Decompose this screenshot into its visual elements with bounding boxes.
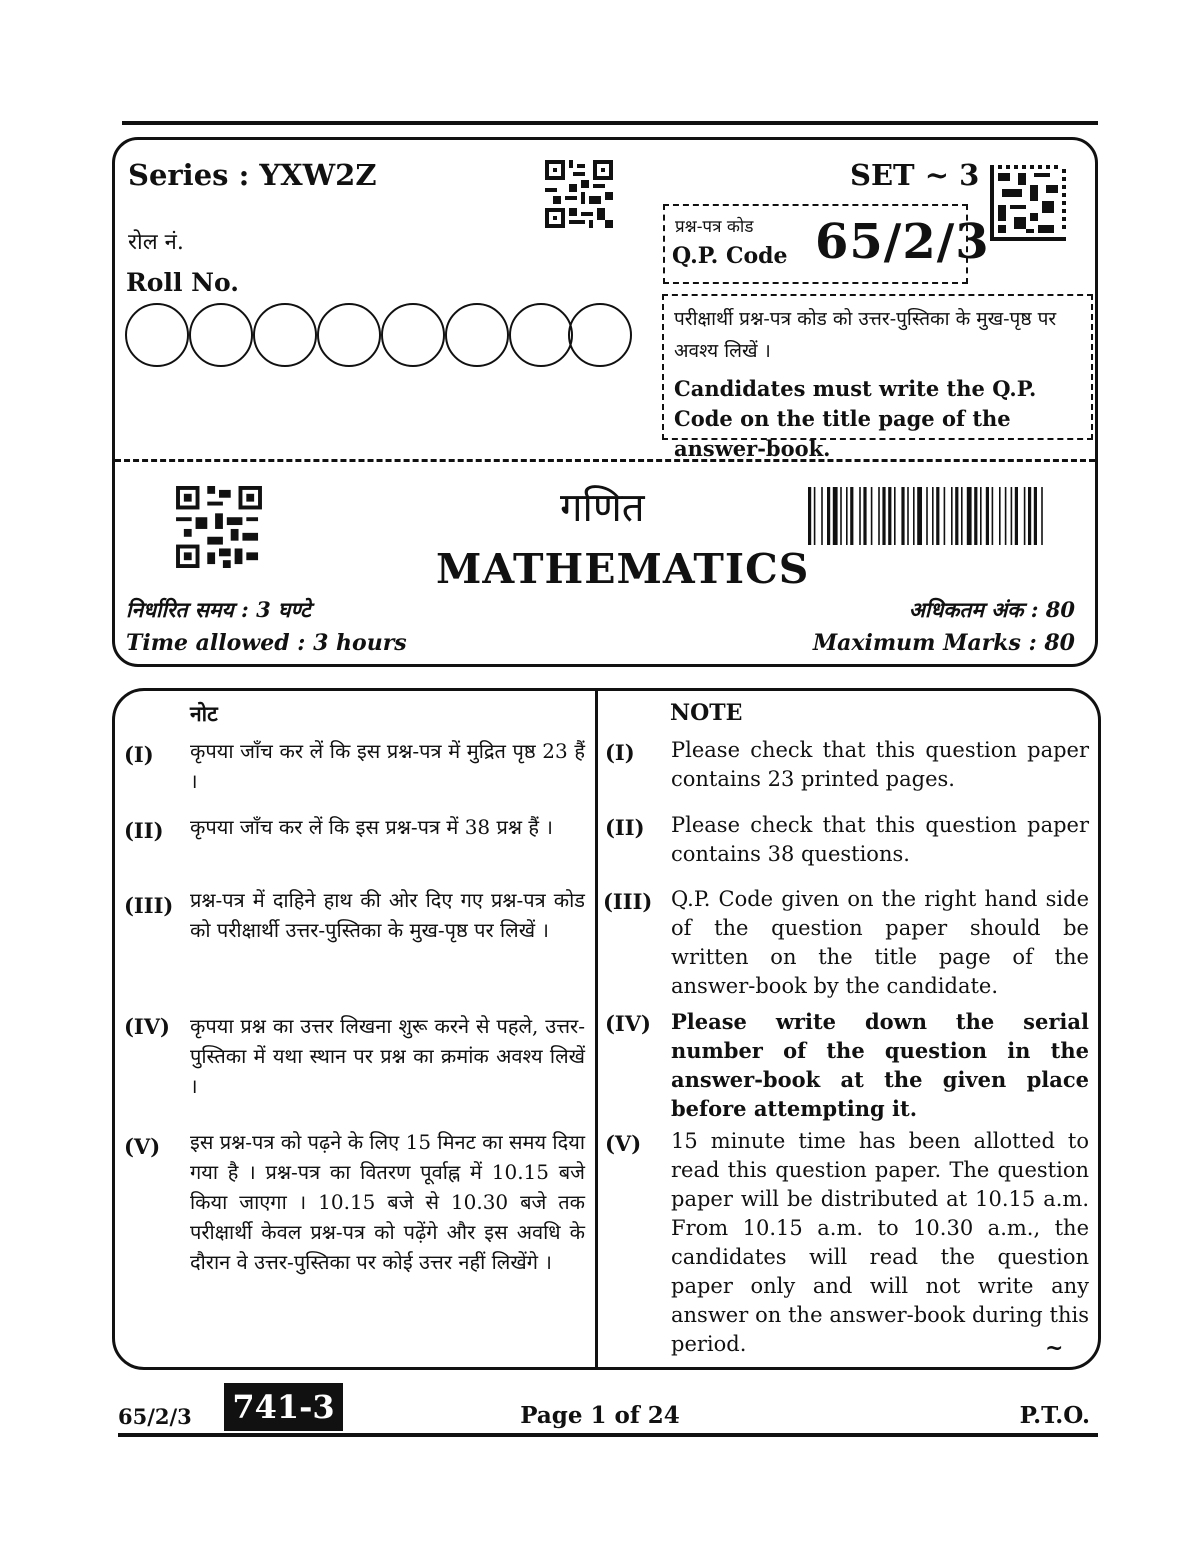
note-number: (III) xyxy=(603,889,653,914)
roll-digit-box[interactable] xyxy=(125,303,189,367)
note-text-hindi: कृपया प्रश्न का उत्तर लिखना शुरू करने से पहले, उत्तर-पुस्तिका में यथा स्थान पर प्रश्न का क्रमांक अवश्य लिखें । xyxy=(190,1014,585,1098)
qr-code-icon xyxy=(175,486,263,568)
end-mark: ~ xyxy=(1045,1335,1064,1361)
roll-number-label: Roll No. xyxy=(126,268,239,297)
note-number-hindi: (III) xyxy=(124,893,174,918)
series-label: Series : YXW2Z xyxy=(128,158,377,192)
time-allowed: Time allowed : 3 hours xyxy=(126,630,407,656)
barcode-icon xyxy=(808,487,1074,545)
footer-qp-code: 65/2/3 xyxy=(118,1404,192,1429)
note-number-hindi: (I) xyxy=(124,742,154,767)
pto-label: P.T.O. xyxy=(1019,1402,1090,1429)
note-text: Please check that this question paper contains 23 printed pages. xyxy=(671,738,1089,791)
maximum-marks-hindi: अधिकतम अंक : 80 xyxy=(908,597,1075,622)
note-number: (I) xyxy=(605,740,635,765)
roll-digit-box[interactable] xyxy=(253,303,317,367)
roll-number-label-hindi: रोल नं. xyxy=(128,230,184,255)
qp-code-label: Q.P. Code xyxy=(672,243,788,269)
note-text: 15 minute time has been allotted to read this question paper. The question paper will be distributed at 10.15 a.m. From 10.15 a.m. to 10.30 a.m., the candidates will read the question paper only and will not write any answer on the answer-book during this period. xyxy=(671,1129,1089,1356)
qr-code-icon xyxy=(545,160,613,228)
roll-digit-box[interactable] xyxy=(317,303,381,367)
roll-digit-box[interactable] xyxy=(445,303,509,367)
footer-badge: 741-3 xyxy=(224,1383,343,1431)
set-label: SET ~ 3 xyxy=(850,158,980,192)
note-text-hindi: प्रश्न-पत्र में दाहिने हाथ की ओर दिए गए प्रश्न-पत्र कोड को परीक्षार्थी उत्तर-पुस्तिका के मुख-पृष्ठ पर लिखें । xyxy=(190,888,585,942)
note-text-hindi: इस प्रश्न-पत्र को पढ़ने के लिए 15 मिनट का समय दिया गया है । प्रश्न-पत्र का वितरण पूर्वाह्न में 10.15 बजे किया जाएगा । 10.15 बजे से 10.30 बजे तक परीक्षार्थी केवल प्रश्न-पत्र को पढ़ेंगे और इस अवधि के दौरान वे उत्तर-पुस्तिका पर कोई उत्तर नहीं लिखेंगे । xyxy=(190,1130,585,1274)
datamatrix-code-icon xyxy=(990,165,1066,241)
note-number-hindi: (V) xyxy=(124,1134,161,1159)
qp-code-value: 65/2/3 xyxy=(815,214,990,270)
qp-instruction-english: Candidates must write the Q.P. Code on the title page of the answer-book. xyxy=(674,376,1037,461)
note-number: (II) xyxy=(605,815,645,840)
note-heading-hindi: नोट xyxy=(190,701,218,726)
subject-title: MATHEMATICS xyxy=(436,545,810,593)
notes-column-divider xyxy=(595,690,598,1368)
maximum-marks: Maximum Marks : 80 xyxy=(812,630,1075,656)
note-text-hindi: कृपया जाँच कर लें कि इस प्रश्न-पत्र में मुद्रित पृष्ठ 23 हैं । xyxy=(190,739,585,793)
dashed-separator xyxy=(115,459,1095,462)
note-number: (V) xyxy=(605,1131,642,1156)
note-text-hindi: कृपया जाँच कर लें कि इस प्रश्न-पत्र में 38 प्रश्न हैं । xyxy=(190,815,553,839)
note-number-hindi: (II) xyxy=(124,818,164,843)
note-number-hindi: (IV) xyxy=(124,1014,170,1039)
roll-digit-box[interactable] xyxy=(381,303,445,367)
note-number: (IV) xyxy=(605,1011,651,1036)
roll-digit-box[interactable] xyxy=(509,303,573,367)
roll-digit-box[interactable] xyxy=(189,303,253,367)
page-number: Page 1 of 24 xyxy=(520,1402,680,1429)
subject-title-hindi: गणित xyxy=(560,485,645,531)
time-allowed-hindi: निर्धारित समय : 3 घण्टे xyxy=(126,597,311,622)
bottom-rule xyxy=(118,1433,1098,1437)
top-rule xyxy=(122,121,1098,125)
qp-code-label-hindi: प्रश्न-पत्र कोड xyxy=(675,217,754,237)
qp-instruction-hindi: परीक्षार्थी प्रश्न-पत्र कोड को उत्तर-पुस्तिका के मुख-पृष्ठ पर अवश्य लिखें । xyxy=(674,308,1057,362)
note-heading: NOTE xyxy=(670,700,743,726)
note-text: Please write down the serial number of the question in the answer-book at the given place before attempting it. xyxy=(671,1009,1089,1121)
roll-digit-box[interactable] xyxy=(568,303,632,367)
note-text: Please check that this question paper contains 38 questions. xyxy=(671,813,1089,866)
note-text: Q.P. Code given on the right hand side of the question paper should be written on the title page of the answer-book by the candidate. xyxy=(671,887,1089,998)
